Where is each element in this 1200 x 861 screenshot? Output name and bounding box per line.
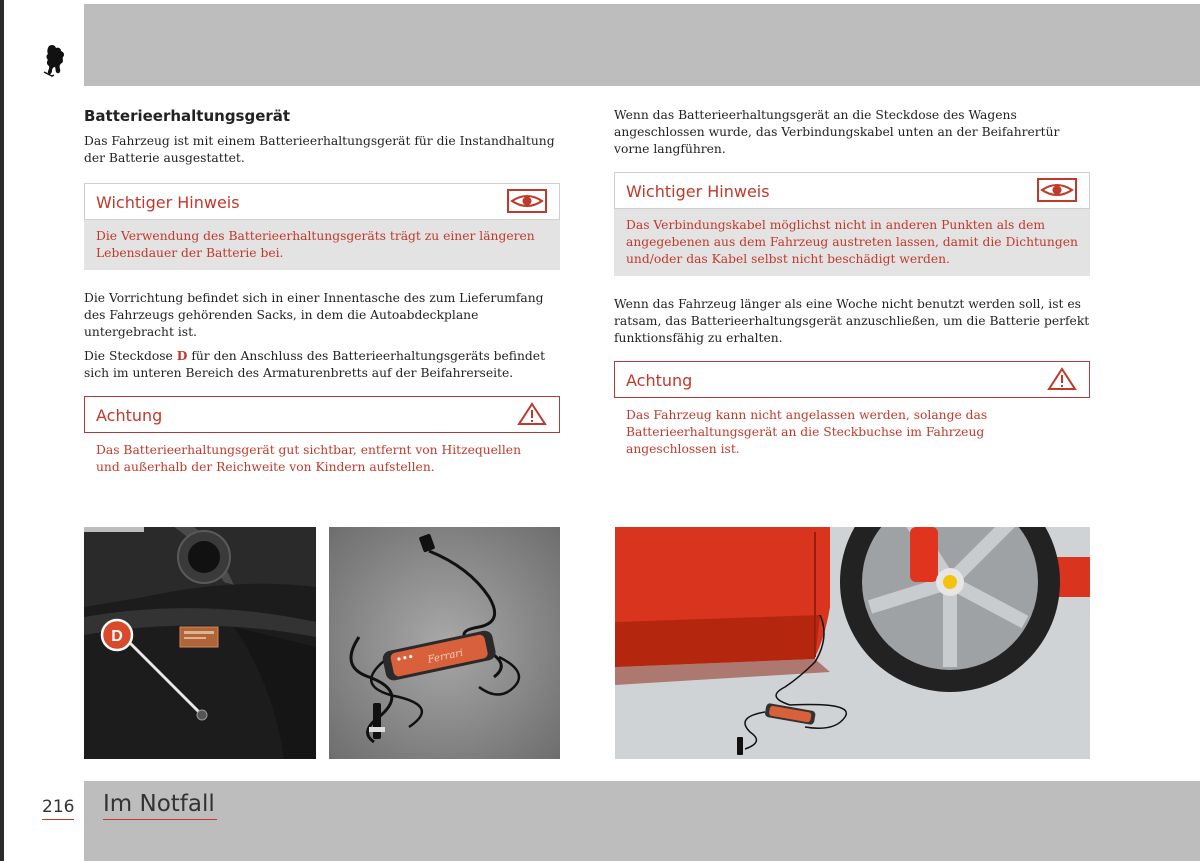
warning-text: Das Batterieerhaltungsgerät gut sichtbar, entfernt von Hitzequellen und außerhalb der Reichweite von Kindern aufstellen. [96,443,521,474]
cable-paragraph: Wenn das Batterieerhaltungsgerät an die Steckdose des Wagens angeschlossen wurde, das Verbindungskabel unten an der Beifahrertür vorne langführen. [614,108,1060,156]
footer-bar [84,781,1200,861]
warning-text-2: Das Fahrzeug kann nicht angelassen werden, solange das Batterieerhaltungsgerät an die Steckbuchse im Fahrzeug angeschlossen ist. [626,408,988,456]
important-note-text-2: Das Verbindungskabel möglichst nicht in anderen Punkten als dem angegebenen aus dem Fahrzeug austreten lassen, damit die Dichtungen und/oder das Kabel selbst nicht beschädigt werden. [614,209,1090,276]
location-paragraph: Die Vorrichtung befindet sich in einer Innentasche des zum Lieferumfang des Fahrzeugs gehörenden Sacks, in dem die Autoabdeckplane untergebracht ist. [84,291,544,339]
socket-marker-label: D [111,628,123,645]
warning-header-2 [614,361,1090,398]
page-number: 216 [42,797,74,820]
dashboard-socket-photo [84,527,316,759]
warning-title-2: Achtung [626,371,693,390]
warning-title: Achtung [96,406,163,425]
warning-header [84,396,560,433]
page-edge [0,0,4,861]
section-heading: Batterieerhaltungsgerät [84,107,291,125]
charger-brand-label: Ferrari [426,647,465,666]
right-column [614,107,1090,486]
header-bar [84,4,1200,86]
important-note-text: Die Verwendung des Batterieerhaltungsgeräts trägt zu einer längeren Lebensdauer der Batterie bei. [84,220,560,270]
important-note-title-2: Wichtiger Hinweis [626,182,770,201]
socket-paragraph [84,347,560,382]
warning-triangle-icon [1047,367,1077,391]
warning-box [84,396,560,484]
socket-marker: D [176,348,188,363]
storage-paragraph: Wenn das Fahrzeug länger als eine Woche nicht benutzt werden soll, ist es ratsam, das Batterieerhaltungsgerät anzuschließen, um die Batterie perfekt funktionsfähig zu erhalten. [614,297,1090,345]
warning-box-2 [614,361,1090,466]
important-note-box [84,183,560,270]
car-charger-cable-photo [615,527,1090,759]
socket-text-start: Die Steckdose [84,349,177,363]
important-note-header [84,183,560,220]
warning-triangle-icon [517,402,547,426]
charger-device-photo [329,527,560,759]
eye-icon [507,189,547,213]
intro-paragraph: Das Fahrzeug ist mit einem Batterieerhaltungsgerät für die Instandhaltung der Batterie ausgestattet. [84,134,555,165]
chapter-title: Im Notfall [103,790,217,820]
important-note-title: Wichtiger Hinweis [96,193,240,212]
important-note-header-2 [614,172,1090,209]
important-note-box-2 [614,172,1090,276]
left-column [84,107,560,504]
eye-icon [1037,178,1077,202]
prancing-horse-logo [40,42,72,78]
socket-text-end: für den Anschluss des Batterieerhaltungsgeräts befindet sich im unteren Bereich des Armaturenbretts auf der Beifahrerseite. [84,349,546,380]
